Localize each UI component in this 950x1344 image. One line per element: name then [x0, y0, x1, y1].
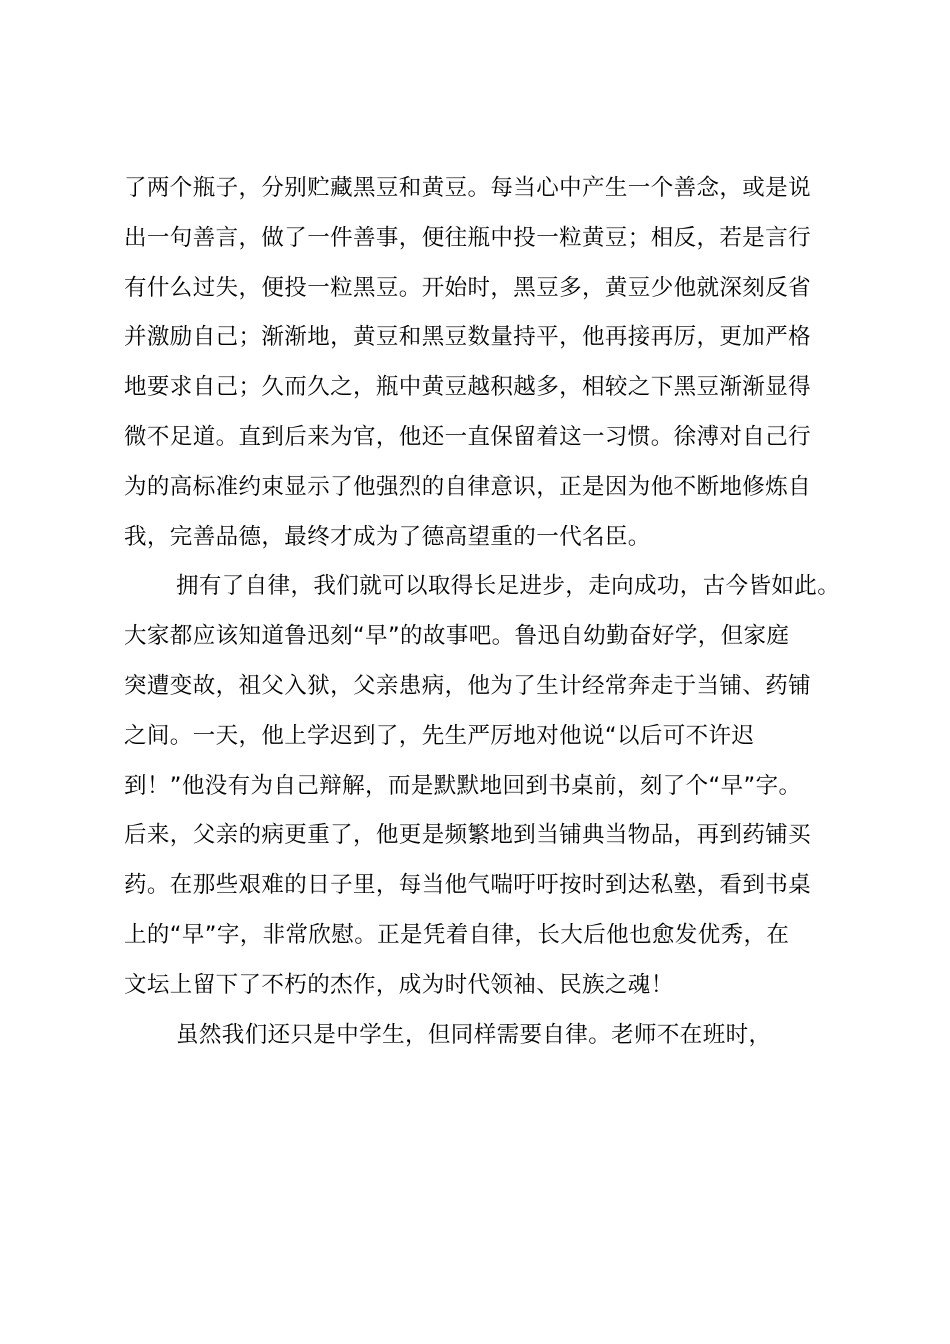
- text-line: 药。在那些艰难的日子里，每当他气喘吁吁按时到达私塾，看到书桌: [124, 872, 812, 899]
- text-line: 微不足道。直到后来为官，他还一直保留着这一习惯。徐溥对自己行: [124, 423, 812, 450]
- text-line: 突遭变故，祖父入狱，父亲患病，他为了生计经常奔走于当铺、药铺: [124, 672, 812, 699]
- text-line: 为的高标准约束显示了他强烈的自律意识，正是因为他不断地修炼自: [124, 473, 812, 500]
- text-line: 了两个瓶子，分别贮藏黑豆和黄豆。每当心中产生一个善念，或是说: [124, 175, 812, 201]
- text-line: 后来，父亲的病更重了，他更是频繁地到当铺典当物品，再到药铺买: [124, 822, 812, 849]
- paragraph-first-line: 虽然我们还只是中学生，但同样需要自律。老师不在班时，: [176, 1021, 772, 1048]
- text-line: 出一句善言，做了一件善事，便往瓶中投一粒黄豆；相反，若是言行: [124, 224, 812, 251]
- text-line: 有什么过失，便投一粒黑豆。开始时，黑豆多，黄豆少他就深刻反省: [124, 274, 812, 301]
- text-line: 之间。一天，他上学迟到了，先生严厉地对他说“以后可不许迟: [124, 722, 755, 749]
- text-line: 地要求自己；久而久之，瓶中黄豆越积越多，相较之下黑豆渐渐显得: [124, 374, 812, 401]
- text-line: 上的“早”字，非常欣慰。正是凭着自律，长大后他也愈发优秀，在: [124, 921, 790, 948]
- text-line: 大家都应该知道鲁迅刻“早”的故事吧。鲁迅自幼勤奋好学，但家庭: [124, 623, 790, 650]
- text-line: 到！”他没有为自己辩解，而是默默地回到书桌前，刻了个“早”字。: [124, 772, 802, 799]
- paragraph-first-line: 拥有了自律，我们就可以取得长足进步，走向成功，古今皆如此。: [176, 573, 841, 600]
- text-line: 文坛上留下了不朽的杰作，成为时代领袖、民族之魂！: [124, 971, 674, 998]
- text-line: 我，完善品德，最终才成为了德高望重的一代名臣。: [124, 523, 651, 550]
- body-text: [124, 166, 844, 1062]
- text-line: 并激励自己；渐渐地，黄豆和黑豆数量持平，他再接再厉，更加严格: [124, 324, 812, 351]
